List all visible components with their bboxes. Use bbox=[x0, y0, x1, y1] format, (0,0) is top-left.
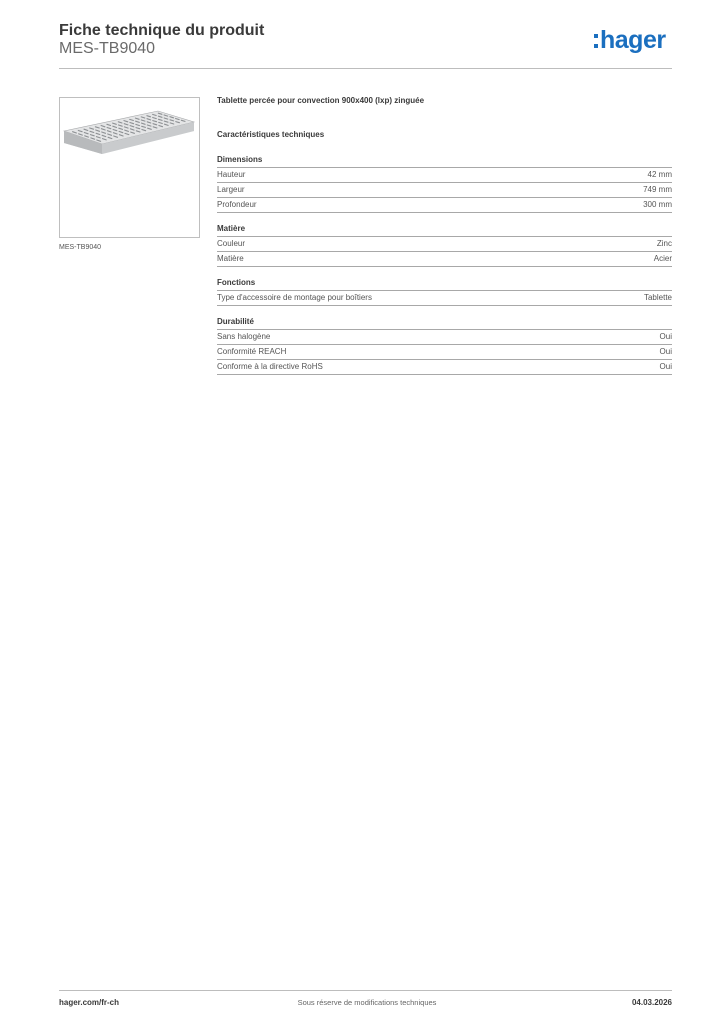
spec-label: Conforme à la directive RoHS bbox=[217, 362, 323, 371]
spec-row bbox=[217, 168, 672, 183]
footer-date: 04.03.2026 bbox=[631, 998, 672, 1007]
spec-value: Zinc bbox=[656, 239, 672, 248]
spec-row bbox=[217, 252, 672, 267]
product-details bbox=[217, 96, 672, 375]
spec-section bbox=[217, 278, 672, 306]
hager-logo bbox=[594, 25, 666, 61]
logo-text: hager bbox=[600, 26, 666, 54]
spec-section bbox=[217, 317, 672, 375]
spec-label: Conformité REACH bbox=[217, 347, 287, 356]
section-title: Fonctions bbox=[217, 278, 672, 291]
spec-value: Acier bbox=[653, 254, 672, 263]
product-image bbox=[59, 97, 200, 238]
header-divider bbox=[59, 68, 672, 69]
spec-sections bbox=[217, 155, 672, 375]
spec-value: 42 mm bbox=[647, 170, 672, 179]
product-code: MES-TB9040 bbox=[59, 40, 156, 57]
section-title: Durabilité bbox=[217, 317, 672, 330]
spec-value: Tablette bbox=[643, 293, 672, 302]
spec-label: Type d'accessoire de montage pour boîtiers bbox=[217, 293, 372, 302]
image-caption: MES-TB9040 bbox=[59, 244, 102, 251]
section-title: Matière bbox=[217, 224, 672, 237]
section-title: Dimensions bbox=[217, 155, 672, 168]
spec-label: Couleur bbox=[217, 239, 246, 248]
spec-value: Oui bbox=[659, 362, 672, 371]
perforated-shelf-illustration bbox=[60, 98, 199, 237]
tech-heading: Caractéristiques techniques bbox=[217, 130, 325, 139]
footer-website: hager.com/fr-ch bbox=[59, 998, 120, 1007]
spec-label: Sans halogène bbox=[217, 332, 271, 341]
spec-row bbox=[217, 360, 672, 375]
footer-disclaimer: Sous réserve de modifications techniques bbox=[297, 998, 437, 1007]
spec-value: Oui bbox=[659, 347, 672, 356]
product-description: Tablette percée pour convection 900x400 (lxp) zinguée bbox=[217, 96, 425, 105]
spec-row bbox=[217, 237, 672, 252]
spec-row bbox=[217, 183, 672, 198]
spec-label: Profondeur bbox=[217, 200, 257, 209]
footer-divider bbox=[59, 990, 672, 991]
spec-value: Oui bbox=[659, 332, 672, 341]
spec-label: Largeur bbox=[217, 185, 245, 194]
spec-label: Hauteur bbox=[217, 170, 246, 179]
page-title: Fiche technique du produit bbox=[59, 22, 265, 39]
spec-row bbox=[217, 198, 672, 213]
spec-row bbox=[217, 291, 672, 306]
spec-value: 300 mm bbox=[643, 200, 672, 209]
spec-section bbox=[217, 155, 672, 213]
logo-colon-icon bbox=[594, 34, 598, 48]
spec-value: 749 mm bbox=[643, 185, 672, 194]
spec-section bbox=[217, 224, 672, 267]
spec-row bbox=[217, 330, 672, 345]
spec-label: Matière bbox=[217, 254, 244, 263]
spec-row bbox=[217, 345, 672, 360]
